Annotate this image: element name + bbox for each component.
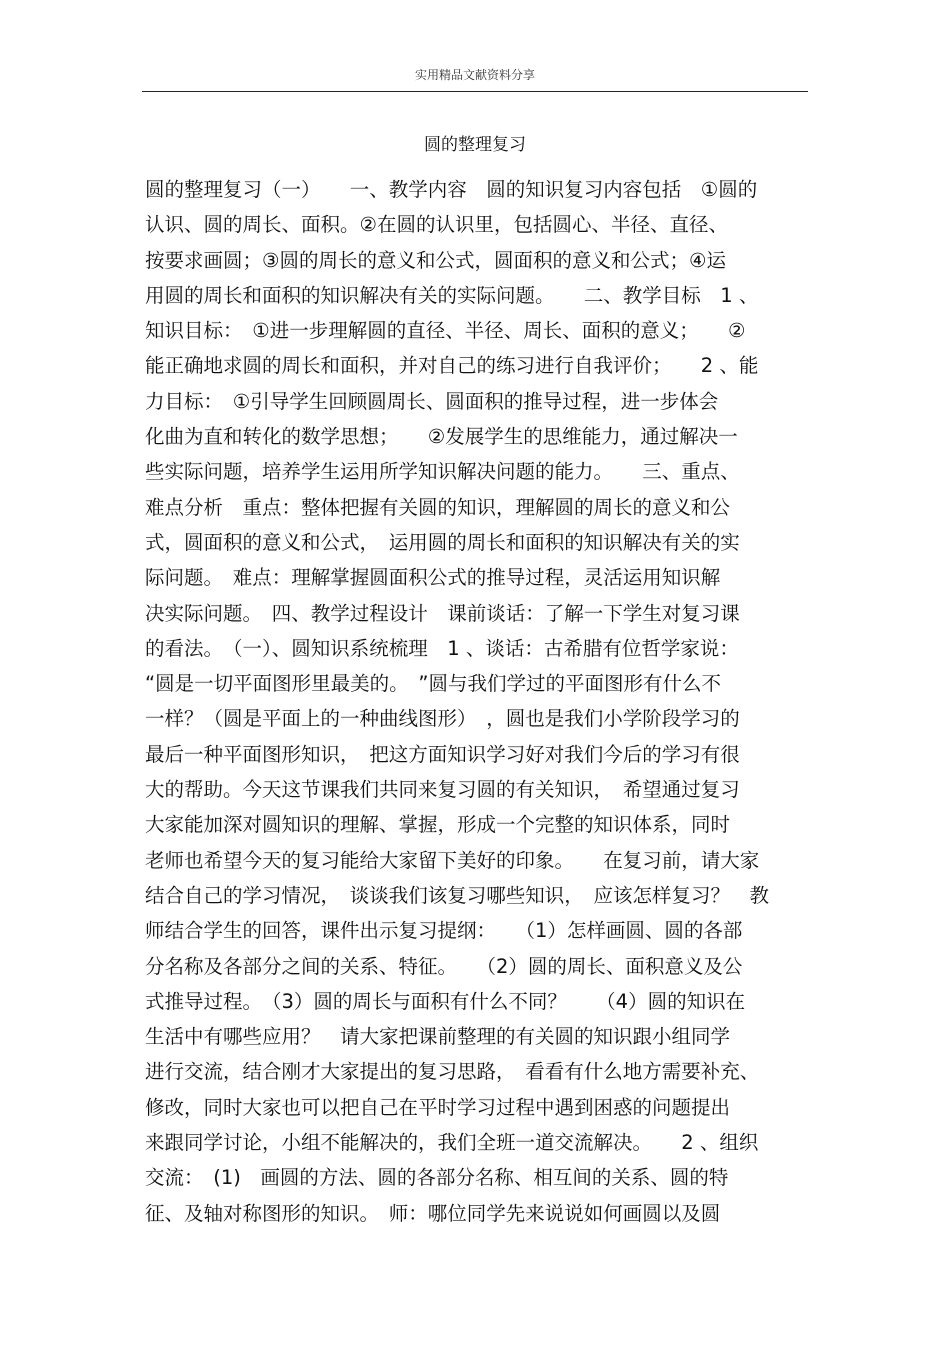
body-line: 征、及轴对称图形的知识。 师：哪位同学先来说说如何画圆以及圆 xyxy=(145,1201,721,1225)
body-line: 式，圆面积的意义和公式， 运用圆的周长和面积的知识解决有关的实 xyxy=(145,530,740,554)
body-line: 一样？（圆是平面上的一种曲线图形） ，圆也是我们小学阶段学习的 xyxy=(145,707,740,731)
body-line: 师结合学生的回答，课件出示复习提纲： （1）怎样画圆、圆的各部 xyxy=(145,919,743,943)
body-line: 力目标： ①引导学生回顾圆周长、圆面积的推导过程，进一步体会 xyxy=(145,389,719,413)
body-line: 来跟同学讨论，小组不能解决的，我们全班一道交流解决。 2 、组织 xyxy=(145,1131,759,1155)
body-line: 认识、圆的周长、面积。②在圆的认识里，包括圆心、半径、直径、 xyxy=(145,213,728,237)
body-line: 老师也希望今天的复习能给大家留下美好的印象。 在复习前，请大家 xyxy=(145,848,760,872)
body-line: 进行交流，结合刚才大家提出的复习思路， 看看有什么地方需要补充、 xyxy=(145,1060,760,1084)
body-line: 些实际问题，培养学生运用所学知识解决问题的能力。 三、重点、 xyxy=(145,460,740,484)
header-divider xyxy=(142,91,808,92)
body-line: 用圆的周长和面积的知识解决有关的实际问题。 二、教学目标 1 、 xyxy=(145,283,759,307)
body-line: 大的帮助。今天这节课我们共同来复习圆的有关知识， 希望通过复习 xyxy=(145,778,740,802)
body-line: 化曲为直和转化的数学思想； ②发展学生的思维能力，通过解决一 xyxy=(145,425,738,449)
body-line: 最后一种平面图形知识， 把这方面知识学习好对我们今后的学习有很 xyxy=(145,742,740,766)
body-line: 按要求画圆；③圆的周长的意义和公式，圆面积的意义和公式；④运 xyxy=(145,248,726,272)
body-line: 际问题。 难点：理解掌握圆面积公式的推导过程，灵活运用知识解 xyxy=(145,566,721,590)
body-line: 大家能加深对圆知识的理解、掌握，形成一个完整的知识体系，同时 xyxy=(145,813,731,837)
body-line: 分名称及各部分之间的关系、特征。 （2）圆的周长、面积意义及公 xyxy=(145,954,743,978)
document-body xyxy=(145,172,815,1231)
body-line: 生活中有哪些应用？ 请大家把课前整理的有关圆的知识跟小组同学 xyxy=(145,1025,731,1049)
body-line: “圆是一切平面图形里最美的。 ”圆与我们学过的平面图形有什么不 xyxy=(145,672,721,696)
body-line: 交流： (1) 画圆的方法、圆的各部分名称、相互间的关系、圆的特 xyxy=(145,1166,729,1190)
document-title: 圆的整理复习 xyxy=(424,135,526,155)
page-header: 实用精品文献资料分享 xyxy=(414,68,535,82)
body-line: 修改，同时大家也可以把自己在平时学习过程中遇到困惑的问题提出 xyxy=(145,1095,731,1119)
body-line: 结合自己的学习情况， 谈谈我们该复习哪些知识， 应该怎样复习？ 教 xyxy=(145,883,770,907)
body-line: 知识目标： ①进一步理解圆的直径、半径、周长、面积的意义； ② xyxy=(145,319,746,343)
body-line: 圆的整理复习（一） 一、教学内容 圆的知识复习内容包括 ①圆的 xyxy=(145,178,758,201)
body-line: 能正确地求圆的周长和面积，并对自己的练习进行自我评价； 2 、能 xyxy=(145,354,759,378)
body-line: 难点分析 重点：整体把握有关圆的知识，理解圆的周长的意义和公 xyxy=(145,495,731,519)
body-line: 的看法。 （一）、圆知识系统梳理 1 、谈话：古希腊有位哲学家说： xyxy=(145,636,739,660)
body-line: 式推导过程。 （3）圆的周长与面积有什么不同？ （4）圆的知识在 xyxy=(145,989,746,1013)
body-line: 决实际问题。 四、教学过程设计 课前谈话：了解一下学生对复习课 xyxy=(145,601,740,625)
